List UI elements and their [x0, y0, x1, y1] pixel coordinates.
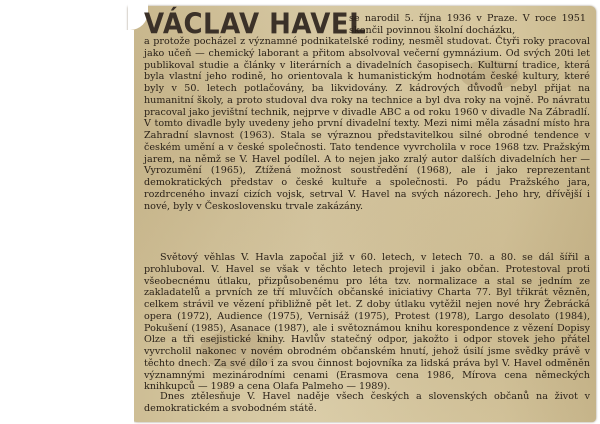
article-paragraph-2: Světový věhlas V. Havla započal již v 60. letech, v letech 70. a 80. se dál šířil a prohluboval. V. Havel se však v těchto letech projevil i jako občan. Protestoval proti všeobecnému útlaku, přizpůsobenému pro léta tzv. normalizace a stal se jedním ze zakladatelů a prvních ze tří mluvčích občanské iniciativy Charta 77. Byl třikrát vězněn, celkem strávil ve vězení přibližně pět let. Z doby útlaku vytěžil nejen nové hry Žebrácká opera (1972), Audience (1975), Vernisáž (1975), Protest (1978), Largo desolato (1984), Pokušení (1985), Asanace (1987), ale i světoznámou knihu korespondence z vězení Dopisy Olze a tři esejistické knihy. Havlův statečný odpor, jakožto i odpor stovek jeho přátel vyvrcholil nakonec v novém obrodném občanském hnutí, jehož úsilí jsme svědky právě v těchto dnech. Za své dílo i za svou činnost bojovníka za lidská práva byl V. Havel odměněn významnými mezinárodními cenami (Erasmova cena 1986, Mírova cena německých knihkupců — 1989 a cena Olafa Palmeho — 1989). [144, 252, 590, 393]
article-title: VÁCLAV HAVEL [144, 8, 367, 42]
article-paragraph-3: Dnes ztělesňuje V. Havel naděje všech českých a slovenských občanů na život v demokratickém a svobodném státě. [144, 391, 590, 414]
article-paragraph-1: a protože pocházel z významné podnikatelské rodiny, nesměl studovat. Čtyři roky pracoval jako učeň — chemický laborant a přitom absolvoval večerní gymnázium. Od svých 20ti let publikoval studie a články v literárních a divadelních časopisech. Kulturní tradice, která byla vlastní jeho rodině, ho orientovala k humanistickým hodnotám české kultury, které byly v 50. letech potlačovány, ba likvidovány. Z kádrových důvodů nebyl přijat na humanitní školy, a proto studoval dva roky na technice a byl dva roky na vojně. Po návratu pracoval jako jevištní technik, nejprve v divadle ABC a od roku 1960 v divadle Na Zábradlí. V tomto divadle byly uvedeny jeho první divadelní texty. Mezi nimi měla zásadní místo hra Zahradní slavnost (1963). Stala se výraznou představitelkou silné obrodné tendence v českém umění a v české společnosti. Tato tendence vyvrcholila v roce 1968 tzv. Pražským jarem, na němž se V. Havel podílel. A to nejen jako zralý autor dalších divadelních her — Vyrozumění (1965), Ztížená možnost soustředění (1968), ale i jako reprezentant demokratických představ o české kultuře a společnosti. Po pádu Pražského jara, rozdrceného invazí cizích vojsk, setrval V. Havel na svých názorech. Jeho hry, dřívější i nové, byly v Československu trvale zakázány. [144, 36, 590, 212]
blank-margin [0, 30, 134, 424]
article-intro: se narodil 5. října 1936 v Praze. V roce 1951 skončil povinnou školní docházku, [349, 13, 586, 36]
